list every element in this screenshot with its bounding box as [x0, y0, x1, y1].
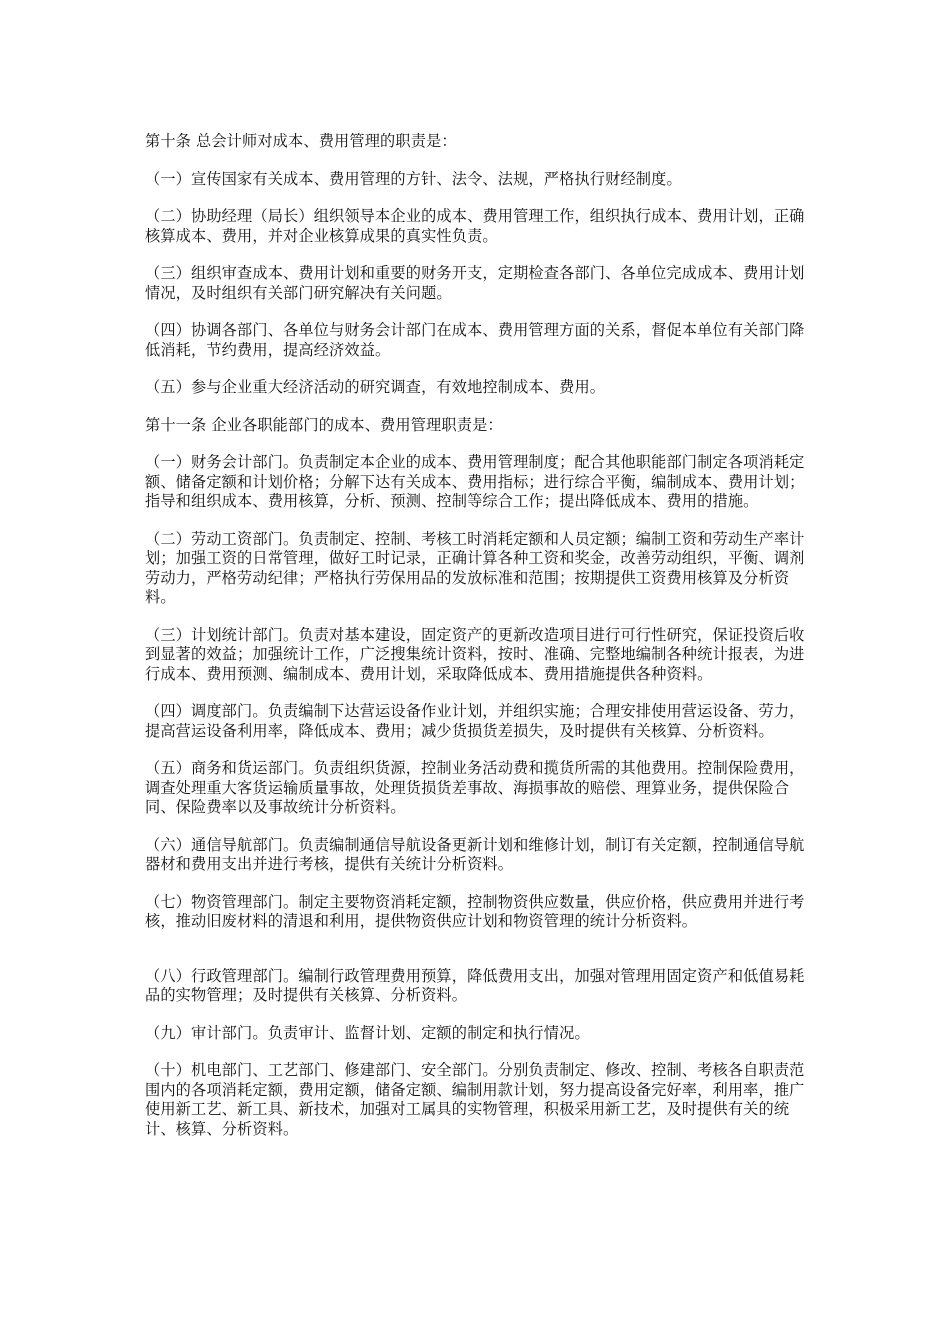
article-11-item-10: （十）机电部门、工艺部门、修建部门、安全部门。分别负责制定、修改、控制、考核各自职责范围内的各项消耗定额，费用定额，储备定额、编制用款计划，努力提高设备完好率，利用率，推广使用新工艺、新工具、新技术，加强对工属具的实物管理，积极采用新工艺，及时提供有关的统计、核算、分析资料。 [145, 1061, 805, 1138]
article-10-item-1: （一）宣传国家有关成本、费用管理的方针、法令、法规，严格执行财经制度。 [145, 169, 682, 188]
article-11-item-7: （七）物资管理部门。制定主要物资消耗定额，控制物资供应数量，供应价格，供应费用并进行考核，推动旧废材料的清退和利用，提供物资供应计划和物资管理的统计分析资料。 [145, 892, 805, 930]
document-body [145, 132, 809, 1157]
article-10-item-2: （二）协助经理（局长）组织领导本企业的成本、费用管理工作，组织执行成本、费用计划，正确核算成本、费用，并对企业核算成果的真实性负责。 [145, 207, 805, 245]
article-11-heading: 第十一条 企业各职能部门的成本、费用管理职责是： [145, 415, 503, 434]
article-11-item-6: （六）通信导航部门。负责编制通信导航设备更新计划和维修计划，制订有关定额，控制通信导航器材和费用支出并进行考核，提供有关统计分析资料。 [145, 835, 805, 873]
article-10-heading: 第十条 总会计师对成本、费用管理的职责是： [145, 132, 457, 150]
article-10-item-4: （四）协调各部门、各单位与财务会计部门在成本、费用管理方面的关系，督促本单位有关部门降低消耗，节约费用，提高经济效益。 [145, 321, 805, 359]
article-11-item-8: （八）行政管理部门。编制行政管理费用预算，降低费用支出，加强对管理用固定资产和低值易耗品的实物管理；及时提供有关核算、分析资料。 [145, 966, 805, 1004]
article-10-item-5: （五）参与企业重大经济活动的研究调查，有效地控制成本、费用。 [145, 378, 606, 396]
article-11-item-1: （一）财务会计部门。负责制定本企业的成本、费用管理制度；配合其他职能部门制定各项消耗定额、储备定额和计划价格；分解下达有关成本、费用指标；进行综合平衡，编制成本、费用计划；指导和组织成本、费用核算，分析、预测、控制等综合工作；提出降低成本、费用的措施。 [145, 453, 805, 510]
article-11-item-4: （四）调度部门。负责编制下达营运设备作业计划，并组织实施；合理安排使用营运设备、劳力，提高营运设备利用率，降低成本、费用；减少货损货差损失，及时提供有关核算、分析资料。 [145, 702, 805, 740]
article-10-item-3: （三）组织审查成本、费用计划和重要的财务开支，定期检查各部门、各单位完成成本、费用计划情况，及时组织有关部门研究解决有关问题。 [145, 264, 805, 302]
article-11-item-5: （五）商务和货运部门。负责组织货源，控制业务活动费和揽货所需的其他费用。控制保险费用，调查处理重大客货运输质量事故，处理货损货差事故、海损事故的赔偿、理算业务，提供保险合同、保险费率以及事故统计分析资料。 [145, 759, 805, 816]
article-11-item-9: （九）审计部门。负责审计、监督计划、定额的制定和执行情况。 [145, 1023, 590, 1042]
article-11-item-2: （二）劳动工资部门。负责制定、控制、考核工时消耗定额和人员定额；编制工资和劳动生产率计划；加强工资的日常管理，做好工时记录，正确计算各种工资和奖金，改善劳动组织，平衡、调剂劳动力，严格劳动纪律；严格执行劳保用品的发放标准和范围；按期提供工资费用核算及分析资料。 [145, 529, 805, 606]
article-11-item-3: （三）计划统计部门。负责对基本建设，固定资产的更新改造项目进行可行性研究，保证投资后收到显著的效益；加强统计工作，广泛搜集统计资料，按时、准确、完整地编制各种统计报表，为进行成本、费用预测、编制成本、费用计划，采取降低成本、费用措施提供各种资料。 [145, 625, 805, 683]
